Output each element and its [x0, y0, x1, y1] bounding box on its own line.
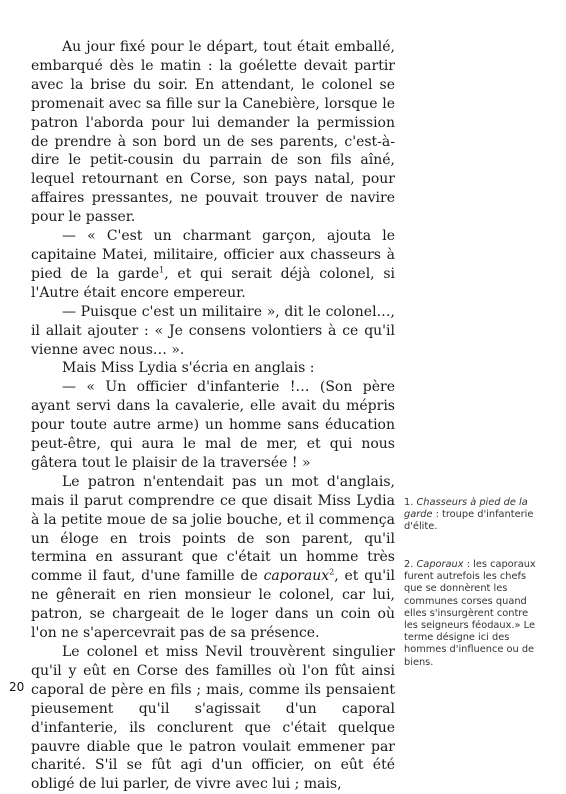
- text-run: 2.: [404, 559, 417, 570]
- text-run: , et qu'il ne gênerait en rien monsieur le colonel, car lui, patron, se chargeait de le loger dans un coin où l'on ne s'apercevrait pas de sa présence.: [31, 568, 396, 642]
- text-run: — « C'est un charmant garçon, ajouta le capitaine Matei, militaire, officier aux chasseurs à pied de la garde: [31, 228, 395, 282]
- paragraph: [31, 359, 395, 378]
- paragraph: [31, 643, 395, 794]
- footnote-marker: 2: [329, 567, 335, 577]
- emphasis: Chasseurs à pied de la garde: [404, 497, 528, 521]
- text-run: , et qui serait déjà colonel, si l'Autre était encore empereur.: [31, 265, 396, 301]
- text-run: : les caporaux furent autrefois les chefs que se donnèrent les communes corses quand elles s'insurgèrent contre les seigneurs féodaux.» Le terme désigne ici des hommes d'influence ou de biens.: [404, 559, 536, 668]
- paragraph: [31, 303, 395, 360]
- text-run: — « Un officier d'infanterie !… (Son père ayant servi dans la cavalerie, elle avait du mépris pour toute autre arme) un homme sans éducation peut-être, qui aura le mal de mer, et qui nous gâtera tout le plaisir de la traversée ! »: [31, 379, 395, 471]
- footnote-marker: 1: [159, 265, 165, 275]
- text-run: 1.: [404, 497, 417, 508]
- footnote-2: [404, 559, 544, 669]
- paragraph: [31, 473, 395, 643]
- text-run: — Puisque c'est un militaire », dit le colonel…, il allait ajouter : « Je consens volontiers à ce qu'il vienne avec nous… ».: [31, 303, 395, 358]
- note-text: [404, 497, 544, 534]
- text-run: : troupe d'infanterie d'élite.: [404, 509, 534, 533]
- text-run: Le colonel et miss Nevil trouvèrent singulier qu'il y eût en Corse des familles où l'on fût ainsi caporal de père en fils ; mais, comme ils pensaient pieusement qu'il s'agissait d'un caporal d'infanterie, ils conclurent que c'était quelque pauvre diable que le patron voulait emmener par charité. S'il se fût agi d'un officier, on eût été obligé de lui parler, de vivre avec lui ; mais,: [31, 644, 395, 793]
- footnote-1: [404, 497, 544, 534]
- page-number: 20: [9, 680, 25, 694]
- text-run: Mais Miss Lydia s'écria en anglais :: [62, 360, 315, 377]
- note-text: [404, 559, 544, 669]
- paragraph: [31, 38, 395, 227]
- emphasis: caporaux: [263, 568, 330, 585]
- paragraph: [31, 378, 395, 473]
- text-run: Le patron n'entendait pas un mot d'anglais, mais il parut comprendre ce que disait Miss Lydia à la petite moue de sa jolie bouche, et il commença un éloge en trois points de son parent, qu'il termina en assurant que c'était un homme très comme il faut, d'une famille de: [31, 473, 395, 585]
- text-run: Au jour fixé pour le départ, tout était emballé, embarqué dès le matin : la goélette devait partir avec la brise du soir. En attendant, le colonel se promenait avec sa fille sur la Canebière, lorsque le patron l'aborda pour lui demander la permission de prendre à son bord un de ses parents, c'est-à-dire le petit-cousin du parrain de son fils aîné, lequel retournant en Corse, son pays natal, pour affaires pressantes, ne pouvait trouver de navire pour le passer.: [31, 39, 395, 226]
- main-text: [31, 38, 395, 794]
- emphasis: Caporaux: [416, 559, 464, 570]
- paragraph: [31, 227, 395, 303]
